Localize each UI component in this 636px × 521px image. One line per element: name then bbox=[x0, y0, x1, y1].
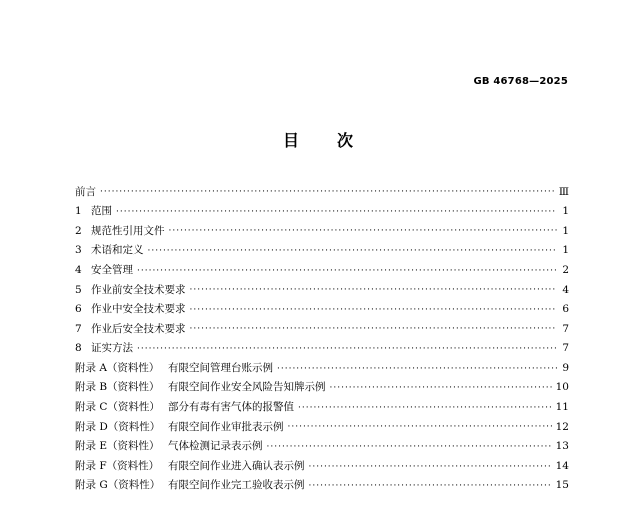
toc-entry-number: 2 bbox=[75, 224, 82, 237]
toc-entry-heading bbox=[75, 402, 294, 413]
toc-entry-heading bbox=[75, 343, 133, 354]
toc-entry[interactable] bbox=[75, 182, 569, 202]
toc-entry[interactable] bbox=[75, 300, 569, 320]
toc-entry-heading bbox=[75, 422, 284, 433]
toc-entry-page: 1 bbox=[562, 224, 569, 237]
dot-leader bbox=[277, 365, 557, 374]
toc-entry[interactable] bbox=[75, 280, 569, 300]
toc-entry-heading bbox=[75, 441, 263, 452]
dot-leader bbox=[190, 325, 558, 334]
toc-entry-page: 7 bbox=[562, 342, 569, 355]
toc-entry-page: 9 bbox=[562, 361, 569, 374]
dot-leader bbox=[309, 463, 552, 472]
dot-leader bbox=[116, 208, 557, 217]
toc-entry-page: 1 bbox=[562, 244, 569, 257]
toc-entry[interactable] bbox=[75, 241, 569, 261]
toc-title-char-1: 目 bbox=[282, 131, 299, 150]
toc-entry-number: 3 bbox=[75, 244, 82, 257]
toc-entry-label: 作业后安全技术要求 bbox=[91, 322, 186, 335]
toc-entry-page: 6 bbox=[562, 303, 569, 316]
dot-leader bbox=[298, 404, 552, 413]
dot-leader bbox=[190, 286, 558, 295]
toc-entry-heading bbox=[75, 245, 144, 256]
toc-entry-label: 部分有毒有害气体的报警值 bbox=[168, 401, 294, 414]
toc-entry-page: 2 bbox=[562, 263, 569, 276]
toc-entry-heading bbox=[75, 324, 186, 335]
toc-entry-number: 附录 G（资料性） bbox=[75, 479, 161, 492]
toc-entry[interactable] bbox=[75, 437, 569, 457]
toc-entry-label: 作业前安全技术要求 bbox=[91, 283, 186, 296]
toc-entry-number: 8 bbox=[75, 342, 82, 355]
toc-entry-heading bbox=[75, 382, 326, 393]
toc-entry[interactable] bbox=[75, 221, 569, 241]
toc-entry[interactable] bbox=[75, 398, 569, 418]
toc-entry-number: 4 bbox=[75, 263, 82, 276]
toc-entry-number: 6 bbox=[75, 303, 82, 316]
toc-entry[interactable] bbox=[75, 378, 569, 398]
toc-entry-page: 11 bbox=[555, 401, 569, 414]
toc-entry-label: 有限空间管理台账示例 bbox=[168, 361, 273, 374]
toc-entry-heading bbox=[75, 304, 186, 315]
toc-entry-page: 4 bbox=[562, 283, 569, 296]
toc-entry-page: 13 bbox=[555, 440, 569, 453]
toc-entry-heading bbox=[75, 206, 112, 217]
toc-entry-number: 附录 D（资料性） bbox=[75, 420, 161, 433]
toc-entry-label: 有限空间作业审批表示例 bbox=[168, 420, 284, 433]
standard-code: GB 46768—2025 bbox=[473, 76, 568, 87]
toc-entry-heading bbox=[75, 480, 305, 491]
toc-entry[interactable] bbox=[75, 202, 569, 222]
dot-leader bbox=[190, 306, 558, 315]
toc-entry-label: 术语和定义 bbox=[91, 244, 144, 257]
toc-entry[interactable] bbox=[75, 260, 569, 280]
toc-entry-page: 12 bbox=[555, 420, 569, 433]
toc-entry-label: 前言 bbox=[75, 185, 96, 198]
toc-entry-label: 有限空间作业安全风险告知牌示例 bbox=[168, 381, 326, 394]
toc-entry-number: 附录 F（资料性） bbox=[75, 459, 160, 472]
table-of-contents bbox=[75, 182, 569, 496]
toc-entry-label: 安全管理 bbox=[91, 263, 133, 276]
dot-leader bbox=[330, 384, 552, 393]
toc-entry[interactable] bbox=[75, 456, 569, 476]
dot-leader bbox=[169, 227, 558, 236]
toc-entry-number: 附录 B（资料性） bbox=[75, 381, 160, 394]
toc-entry[interactable] bbox=[75, 339, 569, 359]
dot-leader bbox=[288, 423, 552, 432]
toc-entry-number: 1 bbox=[75, 205, 82, 218]
dot-leader bbox=[137, 267, 557, 276]
toc-entry-heading bbox=[75, 363, 273, 374]
toc-entry-page: 1 bbox=[562, 205, 569, 218]
toc-title-char-2: 次 bbox=[337, 131, 354, 150]
toc-entry-number: 附录 A（资料性） bbox=[75, 361, 160, 374]
toc-entry-page: 15 bbox=[555, 479, 569, 492]
toc-entry-label: 规范性引用文件 bbox=[91, 224, 165, 237]
toc-entry-heading bbox=[75, 285, 186, 296]
toc-entry-heading bbox=[75, 461, 305, 472]
toc-entry-label: 有限空间作业进入确认表示例 bbox=[168, 459, 305, 472]
toc-entry-label: 气体检测记录表示例 bbox=[168, 440, 263, 453]
dot-leader bbox=[137, 345, 557, 354]
toc-entry-label: 有限空间作业完工验收表示例 bbox=[168, 479, 305, 492]
toc-entry[interactable] bbox=[75, 417, 569, 437]
toc-title bbox=[0, 128, 636, 151]
toc-entry-heading bbox=[75, 265, 133, 276]
toc-entry-page: 14 bbox=[555, 459, 569, 472]
toc-entry-page: 10 bbox=[555, 381, 569, 394]
dot-leader bbox=[148, 247, 558, 256]
dot-leader bbox=[100, 188, 555, 197]
toc-entry-label: 范围 bbox=[91, 205, 112, 218]
toc-entry-label: 作业中安全技术要求 bbox=[91, 303, 186, 316]
toc-entry-number: 附录 E（资料性） bbox=[75, 440, 160, 453]
toc-entry-label: 证实方法 bbox=[91, 342, 133, 355]
toc-entry-number: 7 bbox=[75, 322, 82, 335]
toc-entry[interactable] bbox=[75, 476, 569, 496]
toc-entry[interactable] bbox=[75, 319, 569, 339]
toc-entry-page: 7 bbox=[562, 322, 569, 335]
toc-entry-page: Ⅲ bbox=[558, 185, 569, 198]
dot-leader bbox=[267, 443, 552, 452]
toc-entry-heading bbox=[75, 187, 96, 198]
dot-leader bbox=[309, 482, 552, 491]
toc-entry[interactable] bbox=[75, 358, 569, 378]
toc-entry-number: 附录 C（资料性） bbox=[75, 401, 160, 414]
toc-entry-heading bbox=[75, 226, 165, 237]
toc-entry-number: 5 bbox=[75, 283, 82, 296]
